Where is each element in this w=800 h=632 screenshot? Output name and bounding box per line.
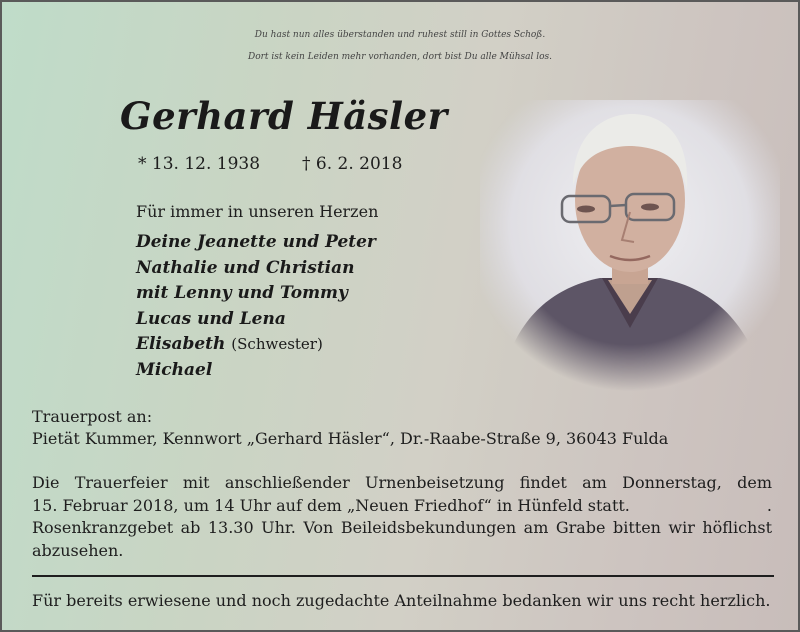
mourner-item — [136, 358, 376, 384]
portrait-photo — [480, 100, 780, 400]
post-address: Pietät Kummer, Kennwort „Gerhard Häsler“, Dr.-Raabe-Straße 9, 36043 Fulda — [32, 429, 669, 448]
mourner-item — [136, 332, 376, 358]
mourners-list — [136, 230, 376, 384]
funeral-details — [32, 472, 772, 562]
mourner-name: Nathalie und Christian — [136, 257, 355, 278]
section-divider — [32, 575, 774, 577]
memorial-verse — [2, 24, 798, 68]
death-date: † 6. 2. 2018 — [302, 154, 403, 174]
ceremony-line-1: Die Trauerfeier mit anschließender Urnenbeisetzung findet am Donnerstag, dem — [32, 473, 772, 492]
ceremony-line-2-text: 15. Februar 2018, um 14 Uhr auf dem „Neuen Friedhof“ in Hünfeld statt. — [32, 495, 630, 515]
mourner-name: Michael — [136, 359, 213, 380]
mourner-name: Lucas und Lena — [136, 308, 286, 329]
ceremony-line-2 — [32, 495, 772, 518]
post-label: Trauerpost an: — [32, 407, 153, 426]
verse-line-1: Du hast nun alles überstanden und ruhest still in Gottes Schoß. — [254, 30, 546, 40]
mourner-item — [136, 281, 376, 307]
thanks-text: Für bereits erwiesene und noch zugedachte Anteilnahme bedanken wir uns recht herzlich. — [32, 591, 771, 610]
mourner-item — [136, 307, 376, 333]
mourner-item — [136, 230, 376, 256]
ceremony-line-2-end: . — [766, 495, 772, 515]
birth-date: * 13. 12. 1938 — [138, 154, 261, 174]
deceased-name: Gerhard Häsler — [120, 94, 448, 138]
mourner-item — [136, 256, 376, 282]
mourner-name: Elisabeth — [136, 334, 226, 355]
mourner-name: Deine Jeanette und Peter — [136, 232, 376, 252]
forever-in-hearts-text: Für immer in unseren Herzen — [136, 202, 379, 221]
verse-line-2: Dort ist kein Leiden mehr vorhanden, dort bist Du alle Mühsal los. — [247, 52, 552, 62]
mourner-name: mit Lenny und Tommy — [136, 283, 348, 304]
ceremony-line-3: Rosenkranzgebet ab 13.30 Uhr. Von Beileidsbekundungen am Grabe bitten wir höflichst — [32, 518, 772, 537]
mourner-relation-note: (Schwester) — [231, 335, 323, 354]
condolence-post-info — [32, 406, 668, 450]
ceremony-line-4: abzusehen. — [32, 540, 124, 560]
